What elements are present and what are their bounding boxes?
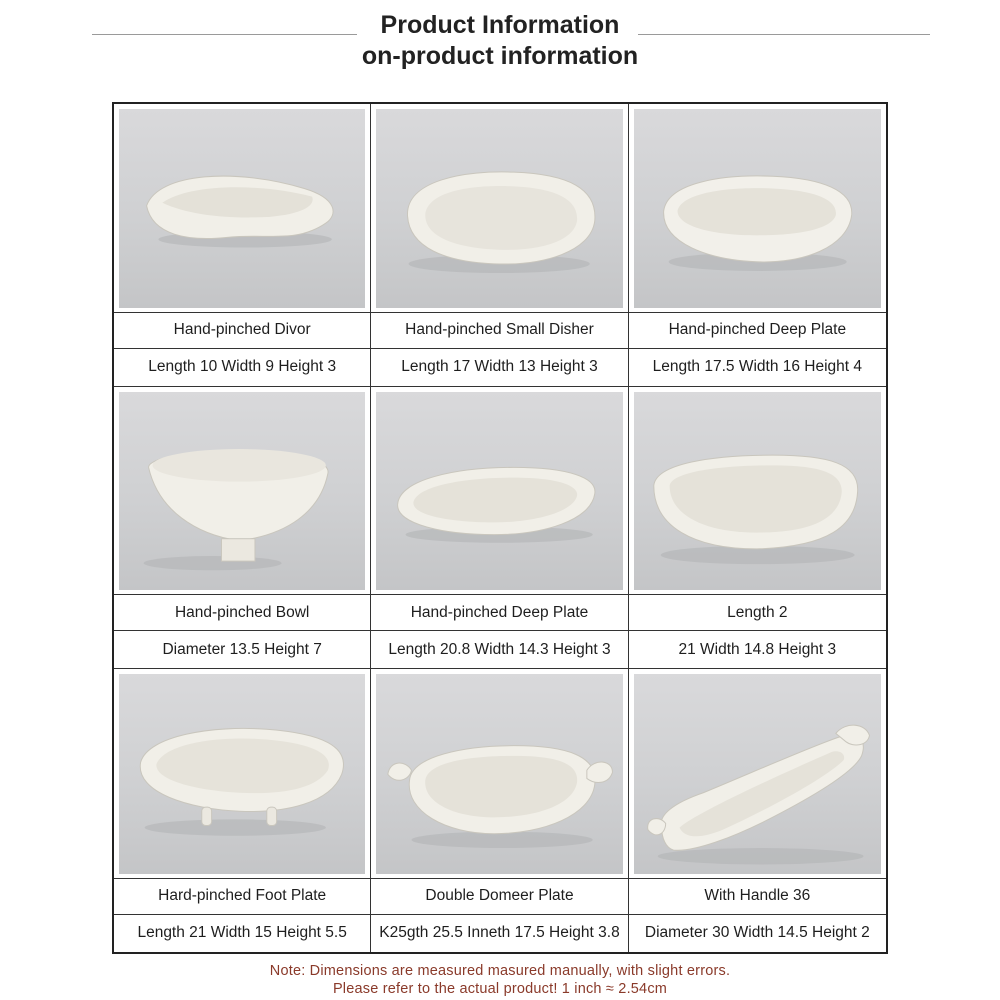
- product-photo: [376, 109, 622, 308]
- product-name: Hand-pinched Divor: [114, 312, 370, 349]
- product-dimensions: Length 17 Width 13 Height 3: [401, 358, 598, 376]
- product-dimensions: Length 20.8 Width 14.3 Height 3: [388, 640, 611, 658]
- product-cell: [629, 669, 886, 952]
- product-photo: [376, 674, 622, 874]
- note-line-1: Note: Dimensions are measured masured manually, with slight errors.: [269, 963, 731, 979]
- product-cell: [371, 387, 628, 670]
- ceramic-dish-illustration: [634, 392, 881, 591]
- ceramic-dish-illustration: [376, 674, 622, 874]
- product-photo: [634, 674, 881, 874]
- note-line-2: Please refer to the actual product! 1 inch ≈ 2.54cm: [332, 981, 668, 997]
- product-photo: [119, 109, 365, 308]
- product-cell: [114, 104, 371, 387]
- product-photo: [634, 109, 881, 308]
- page-title: Product Information: [380, 11, 620, 39]
- product-dimensions: Length 10 Width 9 Height 3: [148, 358, 337, 376]
- ceramic-dish-illustration: [119, 392, 365, 591]
- product-dimensions: K25gth 25.5 Inneth 17.5 Height 3.8: [379, 924, 620, 942]
- product-cell: [629, 387, 886, 670]
- product-name: Hand-pinched Deep Plate: [629, 312, 886, 349]
- product-name: Length 2: [629, 594, 886, 631]
- product-photo: [119, 392, 365, 591]
- ceramic-dish-illustration: [376, 392, 622, 591]
- product-dimensions: Diameter 30 Width 14.5 Height 2: [644, 924, 870, 942]
- ceramic-dish-illustration: [119, 674, 365, 874]
- product-photo: [376, 392, 622, 591]
- ceramic-dish-illustration: [376, 109, 622, 308]
- product-cell: [629, 104, 886, 387]
- measurement-note: [0, 962, 1000, 998]
- product-dimensions: Length 17.5 Width 16 Height 4: [652, 358, 863, 376]
- product-name: Hand-pinched Bowl: [114, 594, 370, 631]
- ceramic-dish-illustration: [634, 674, 881, 874]
- product-name: Double Domeer Plate: [371, 878, 627, 915]
- product-photo: [119, 674, 365, 874]
- product-name: Hand-pinched Small Disher: [371, 312, 627, 349]
- product-cell: [371, 669, 628, 952]
- product-cell: [114, 387, 371, 670]
- ceramic-dish-illustration: [634, 109, 881, 308]
- product-dimensions: Diameter 13.5 Height 7: [162, 640, 322, 658]
- page-subtitle: on-product information: [361, 42, 639, 70]
- product-dimensions: Length 21 Width 15 Height 5.5: [137, 924, 347, 942]
- product-table: [112, 102, 888, 954]
- product-name: With Handle 36: [629, 878, 886, 915]
- product-name: Hard-pinched Foot Plate: [114, 878, 370, 915]
- product-cell: [114, 669, 371, 952]
- product-name: Hand-pinched Deep Plate: [371, 594, 627, 631]
- product-dimensions: 21 Width 14.8 Height 3: [678, 640, 837, 658]
- ceramic-dish-illustration: [119, 109, 365, 308]
- product-photo: [634, 392, 881, 591]
- product-cell: [371, 104, 628, 387]
